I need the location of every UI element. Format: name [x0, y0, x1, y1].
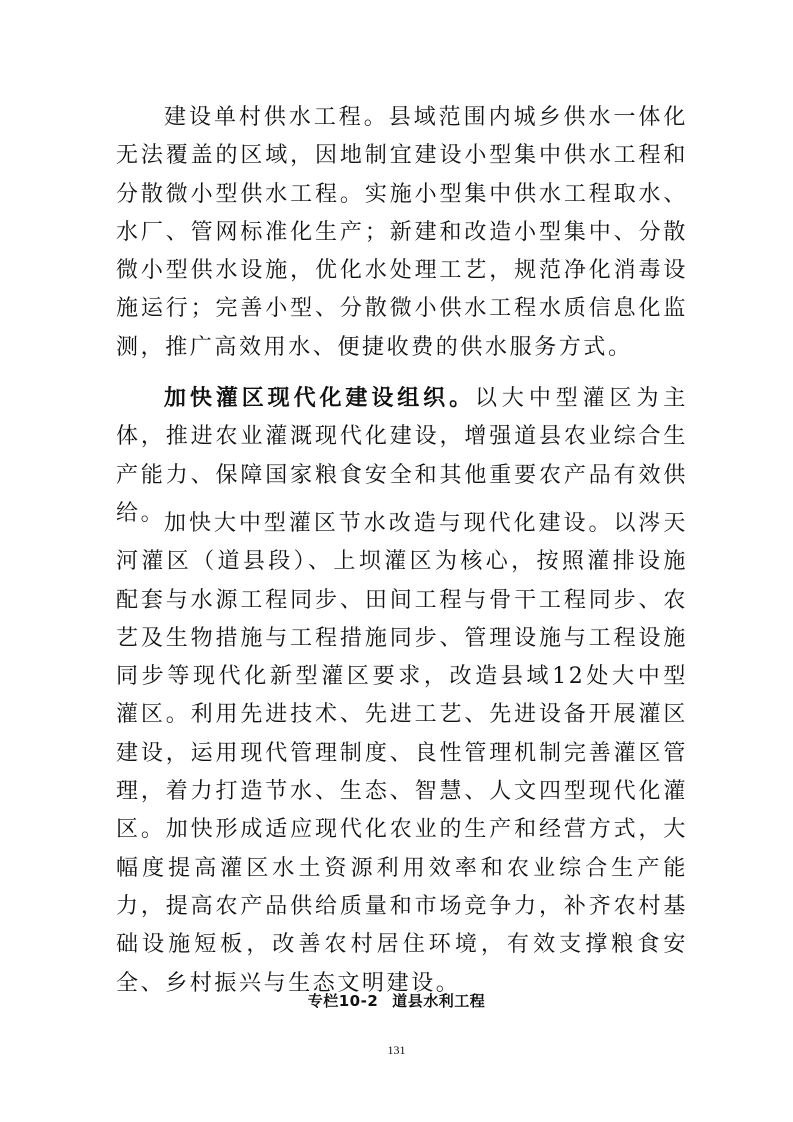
- page-number: 131: [387, 1043, 406, 1057]
- paragraph-single-village-water: 建设单村供水工程。县域范围内城乡供水一体化无法覆盖的区域，因地制宜建设小型集中供水工程和分散微小型供水工程。实施小型集中供水工程取水、水厂、管网标准化生产；新建和改造小型集中、分散微小型供水设施，优化水处理工艺，规范净化消毒设施运行；完善小型、分散微小供水工程水质信息化监测，推广高效用水、便捷收费的供水服务方式。: [116, 105, 688, 360]
- box-caption: [0, 990, 793, 1011]
- box-caption-label: 专栏10-2: [307, 992, 379, 1010]
- paragraph-large-medium-irrigation: 加快大中型灌区节水改造与现代化建设。以涔天河灌区（道县段）、上坝灌区为核心，按照灌排设施配套与水源工程同步、田间工程与骨干工程同步、农艺及生物措施与工程措施同步、管理设施与工程设施同步等现代化新型灌区要求，改造县域12处大中型灌区。利用先进技术、先进工艺、先进设备开展灌区建设，运用现代管理制度、良性管理机制完善灌区管理，着力打造节水、生态、智慧、人文四型现代化灌区。加快形成适应现代化农业的生产和经营方式，大幅度提高灌区水土资源利用效率和农业综合生产能力，提高农产品供给质量和市场竞争力，补齐农村基础设施短板，改善农村居住环境，有效支撑粮食安全、乡村振兴与生态文明建设。: [116, 511, 688, 996]
- box-caption-title: 道县水利工程: [392, 992, 486, 1010]
- paragraph-lead-heading: 加快灌区现代化建设组织。: [164, 386, 475, 411]
- paragraph-body: 以大中型灌区为主体，推进农业灌溉现代化建设，增强道县农业综合生产能力、保障国家粮食安全和其他重要农产品有效供给。: [116, 386, 688, 526]
